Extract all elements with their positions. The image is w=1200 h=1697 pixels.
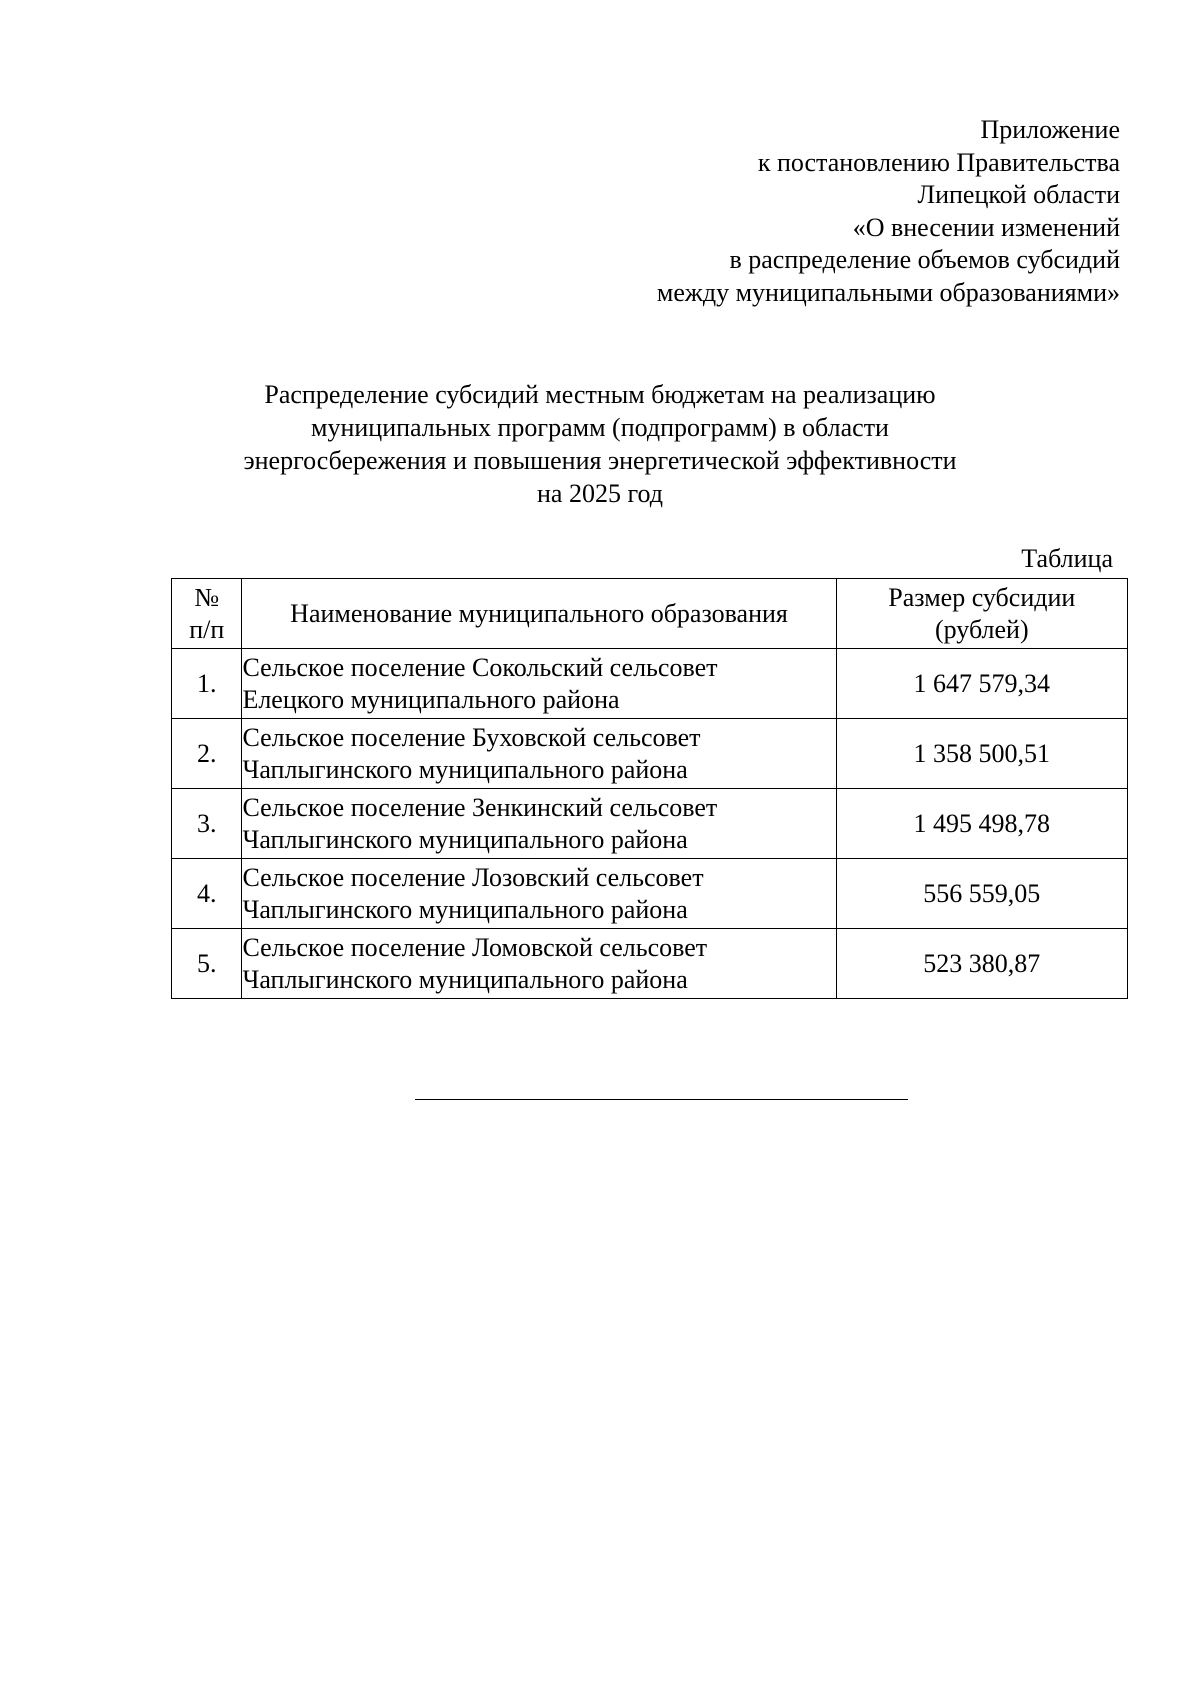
municipality-line: Чаплыгинского муниципального района: [242, 964, 688, 994]
row-municipality: [242, 789, 836, 859]
row-number: 5.: [172, 929, 242, 999]
row-number: 1.: [172, 649, 242, 719]
header-amount-line: (рублей): [934, 614, 1029, 644]
municipality-line: Чаплыгинского муниципального района: [242, 824, 688, 854]
row-number: 3.: [172, 789, 242, 859]
row-number: 4.: [172, 859, 242, 929]
municipality-line: Чаплыгинского муниципального района: [242, 894, 688, 924]
row-municipality: [242, 719, 836, 789]
title-line: Распределение субсидий местным бюджетам на реализацию: [264, 380, 936, 409]
table-row: [172, 649, 1128, 719]
row-amount: 1 647 579,34: [836, 649, 1127, 719]
row-amount: 556 559,05: [836, 859, 1127, 929]
row-municipality: [242, 649, 836, 719]
municipality-line: Сельское поселение Лозовский сельсовет: [242, 862, 704, 892]
appendix-line: к постановлению Правительства: [757, 147, 1120, 177]
header-number-line: №: [194, 582, 220, 612]
table-row: [172, 929, 1128, 999]
table-header-row: [172, 579, 1128, 649]
closing-divider: [415, 1099, 908, 1100]
appendix-line: Приложение: [980, 115, 1120, 144]
table-caption: Таблица: [1021, 544, 1113, 573]
appendix-block: [657, 114, 1120, 309]
document-title: [0, 378, 1200, 510]
municipality-line: Чаплыгинского муниципального района: [242, 754, 688, 784]
municipality-line: Сельское поселение Зенкинский сельсовет: [242, 792, 718, 822]
header-number-line: п/п: [189, 614, 225, 644]
municipality-line: Сельское поселение Сокольский сельсовет: [242, 652, 718, 682]
appendix-line: в распределение объемов субсидий: [729, 245, 1120, 274]
title-line: на 2025 год: [537, 479, 663, 508]
row-municipality: [242, 859, 836, 929]
row-number: 2.: [172, 719, 242, 789]
appendix-line: «О внесении изменений: [852, 212, 1120, 242]
table-row: [172, 859, 1128, 929]
row-amount: 1 495 498,78: [836, 789, 1127, 859]
municipality-line: Сельское поселение Ломовской сельсовет: [242, 932, 708, 962]
row-amount: 1 358 500,51: [836, 719, 1127, 789]
appendix-line: Липецкой области: [917, 180, 1120, 209]
header-amount-line: Размер субсидии: [888, 582, 1076, 612]
subsidies-table: [171, 578, 1128, 999]
municipality-line: Елецкого муниципального района: [242, 684, 620, 714]
header-number: [172, 579, 242, 649]
municipality-line: Сельское поселение Буховской сельсовет: [242, 722, 701, 752]
table-row: [172, 789, 1128, 859]
row-amount: 523 380,87: [836, 929, 1127, 999]
header-municipality: Наименование муниципального образования: [242, 579, 836, 649]
header-amount: [836, 579, 1127, 649]
row-municipality: [242, 929, 836, 999]
table-row: [172, 719, 1128, 789]
title-line: энергосбережения и повышения энергетической эффективности: [243, 446, 957, 475]
appendix-line: между муниципальными образованиями»: [656, 277, 1120, 307]
title-line: муниципальных программ (подпрограмм) в области: [311, 413, 889, 442]
